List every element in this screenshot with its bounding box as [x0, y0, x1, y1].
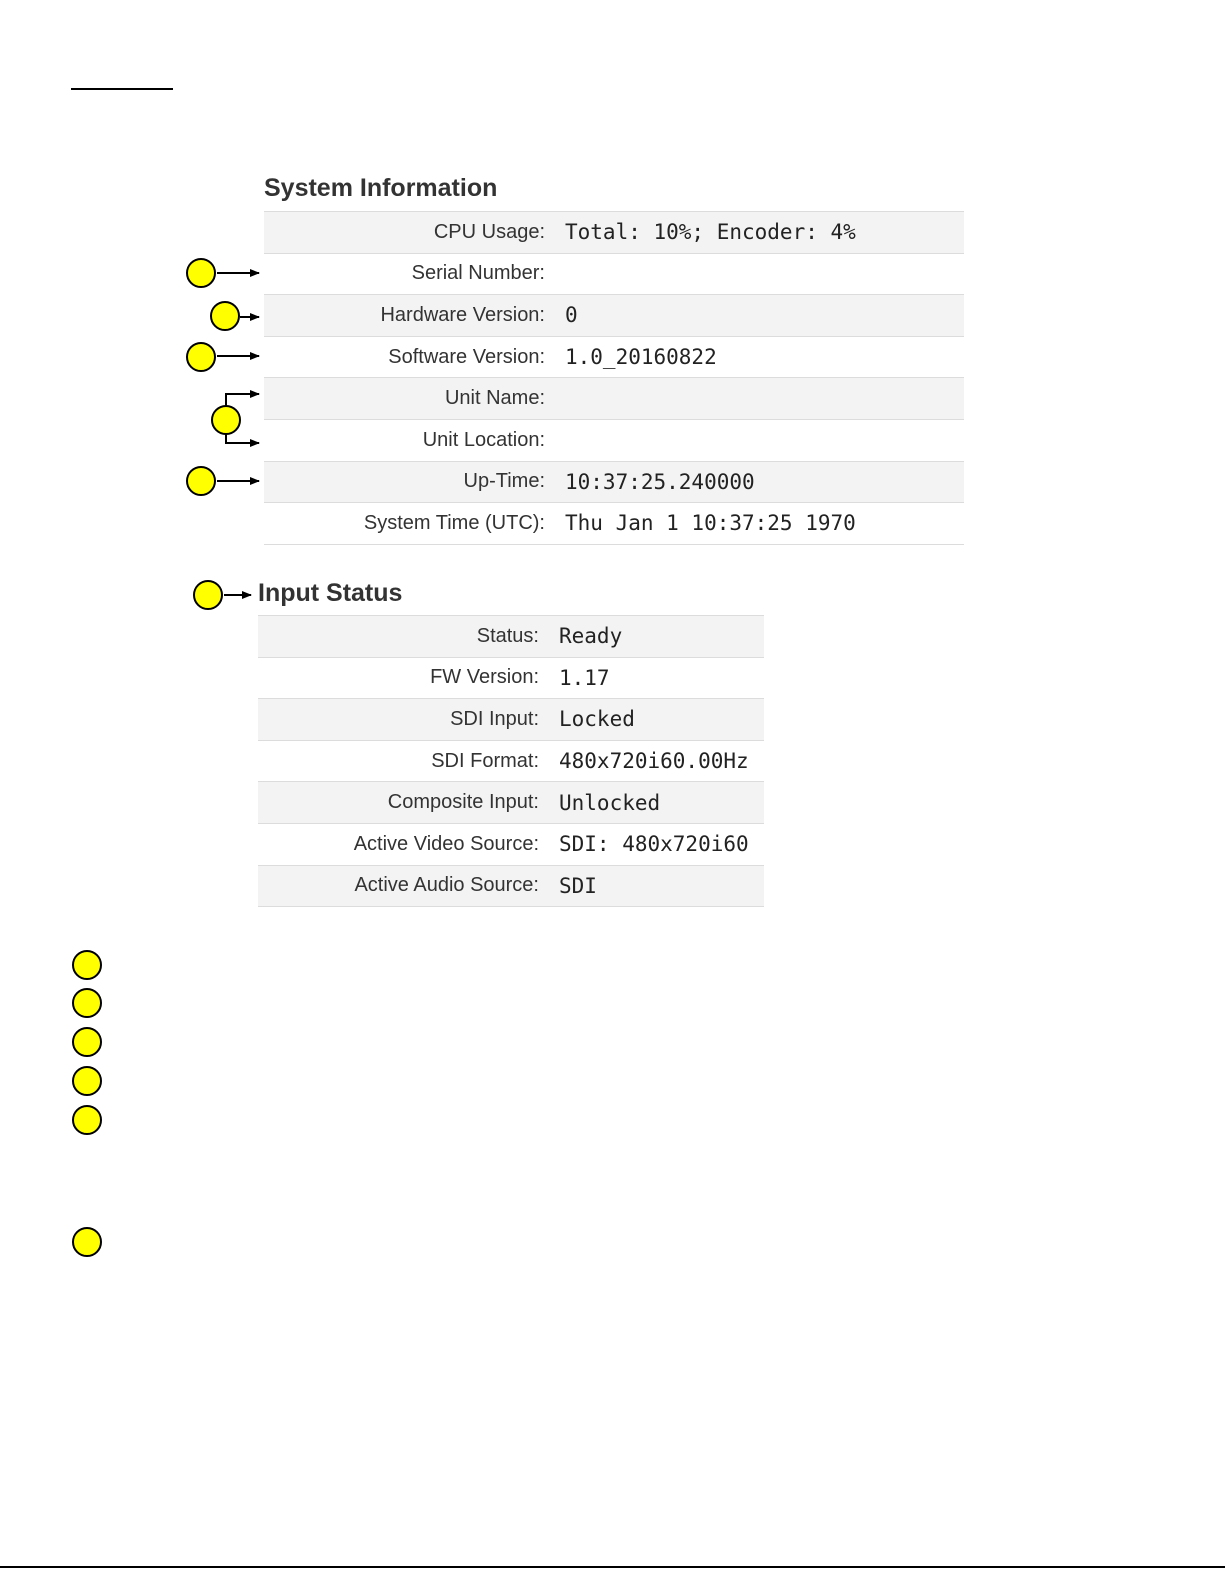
table-row — [264, 419, 964, 461]
callout-up-time — [186, 466, 216, 496]
table-row — [258, 657, 764, 699]
composite-input-value: Unlocked — [559, 782, 764, 824]
active-audio-source-label: Active Audio Source: — [258, 865, 559, 907]
fw-version-value: 1.17 — [559, 657, 764, 699]
sdi-format-value: 480x720i60.00Hz — [559, 740, 764, 782]
header-rule — [71, 88, 173, 90]
legend-callout — [72, 1227, 102, 1257]
table-row — [264, 503, 964, 545]
unit-location-value — [565, 419, 964, 461]
sdi-format-label: SDI Format: — [258, 740, 559, 782]
table-row — [258, 823, 764, 865]
unit-location-arrow — [226, 434, 259, 443]
up-time-value: 10:37:25.240000 — [565, 461, 964, 503]
serial-number-value — [565, 253, 964, 295]
input-status-table — [258, 615, 764, 907]
callout-hardware-version — [210, 301, 240, 331]
table-row — [264, 253, 964, 295]
table-row — [264, 378, 964, 420]
legend-callout — [72, 988, 102, 1018]
table-row — [258, 616, 764, 658]
serial-number-label: Serial Number: — [264, 253, 565, 295]
system-information-title: System Information — [264, 174, 498, 202]
callout-input-status — [193, 580, 223, 610]
hardware-version-value: 0 — [565, 295, 964, 337]
software-version-value: 1.0_20160822 — [565, 336, 964, 378]
legend-callout — [72, 1105, 102, 1135]
system-information-table — [264, 211, 964, 545]
table-row — [258, 740, 764, 782]
sdi-input-label: SDI Input: — [258, 699, 559, 741]
legend-callout — [72, 1066, 102, 1096]
unit-name-label: Unit Name: — [264, 378, 565, 420]
system-time-label: System Time (UTC): — [264, 503, 565, 545]
input-status-title: Input Status — [258, 579, 403, 607]
status-value: Ready — [559, 616, 764, 658]
table-row — [258, 865, 764, 907]
up-time-label: Up-Time: — [264, 461, 565, 503]
hardware-version-label: Hardware Version: — [264, 295, 565, 337]
active-audio-source-value: SDI — [559, 865, 764, 907]
unit-name-arrow — [226, 394, 259, 406]
composite-input-label: Composite Input: — [258, 782, 559, 824]
unit-name-value — [565, 378, 964, 420]
active-video-source-label: Active Video Source: — [258, 823, 559, 865]
legend-callout — [72, 1027, 102, 1057]
footer-rule — [0, 1566, 1225, 1568]
table-row — [264, 212, 964, 254]
callout-software-version — [186, 342, 216, 372]
software-version-label: Software Version: — [264, 336, 565, 378]
table-row — [264, 295, 964, 337]
system-time-value: Thu Jan 1 10:37:25 1970 — [565, 503, 964, 545]
status-label: Status: — [258, 616, 559, 658]
callout-unit-name-location — [211, 405, 241, 435]
callout-serial-number — [186, 258, 216, 288]
cpu-usage-label: CPU Usage: — [264, 212, 565, 254]
table-row — [258, 699, 764, 741]
sdi-input-value: Locked — [559, 699, 764, 741]
cpu-usage-value: Total: 10%; Encoder: 4% — [565, 212, 964, 254]
legend-callout — [72, 950, 102, 980]
table-row — [264, 336, 964, 378]
active-video-source-value: SDI: 480x720i60 — [559, 823, 764, 865]
fw-version-label: FW Version: — [258, 657, 559, 699]
table-row — [264, 461, 964, 503]
unit-location-label: Unit Location: — [264, 419, 565, 461]
table-row — [258, 782, 764, 824]
